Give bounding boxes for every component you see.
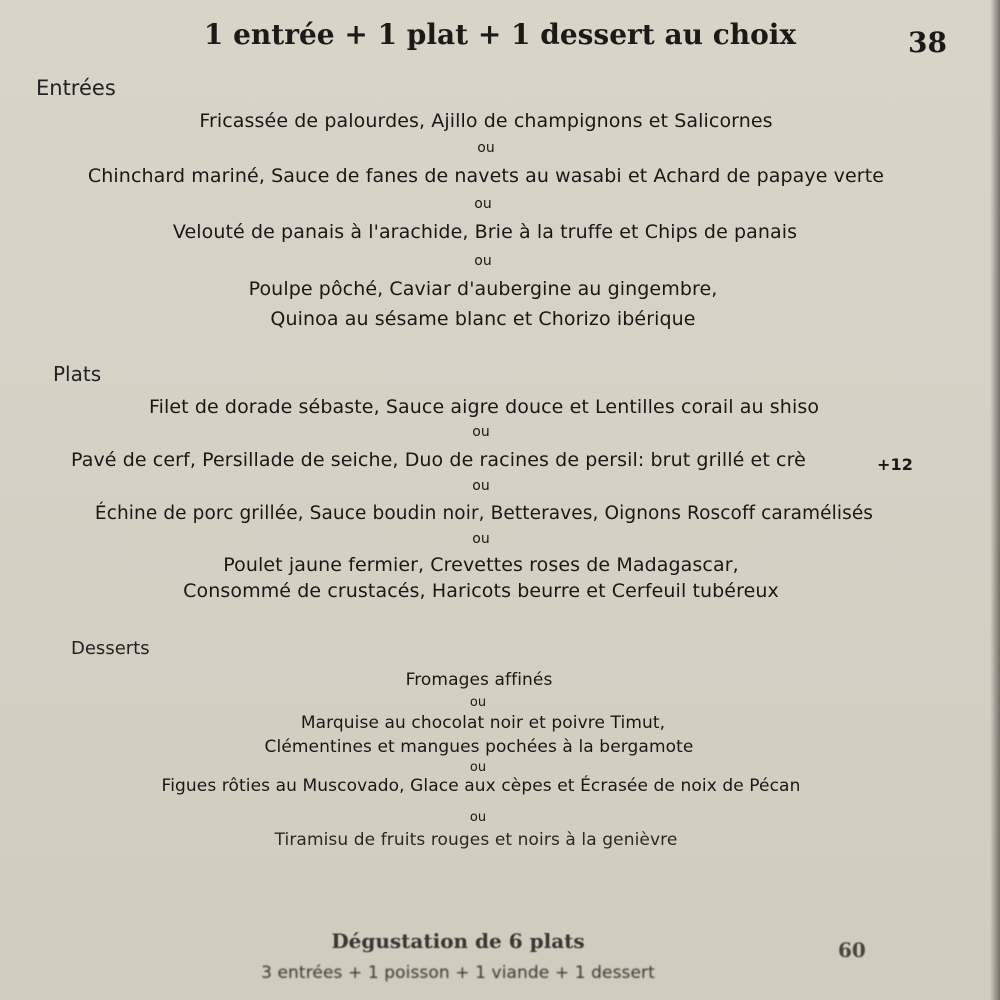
plat-item: Filet de dorade sébaste, Sauce aigre douce et Lentilles corail au shiso [148, 396, 820, 418]
plat-item: Pavé de cerf, Persillade de seiche, Duo de racines de persil: brut grillé et crè [71, 449, 806, 471]
separator-ou: ou [472, 424, 490, 440]
entree-item: Velouté de panais à l'arachide, Brie à la truffe et Chips de panais [172, 221, 798, 243]
degustation-subtitle: 3 entrées + 1 poisson + 1 viande + 1 dessert [261, 963, 655, 983]
dessert-item: Marquise au chocolat noir et poivre Timut, [300, 713, 666, 733]
entree-item: Poulpe pôché, Caviar d'aubergine au gingembre, [248, 278, 718, 300]
separator-ou: ou [472, 531, 490, 547]
page-edge-shadow [990, 0, 1000, 1000]
supplement-price: +12 [877, 455, 913, 474]
separator-ou: ou [474, 196, 492, 212]
separator-ou: ou [474, 253, 492, 269]
section-title-plats: Plats [53, 362, 102, 386]
section-title-entrees: Entrées [36, 76, 116, 100]
section-title-desserts: Desserts [71, 638, 150, 659]
degustation-title: Dégustation de 6 plats [331, 929, 585, 953]
dessert-item: Clémentines et mangues pochées à la bergamote [264, 737, 694, 757]
separator-ou: ou [469, 695, 487, 710]
entree-item: Fricassée de palourdes, Ajillo de champignons et Salicornes [199, 110, 773, 132]
plat-item: Poulet jaune fermier, Crevettes roses de Madagascar, [223, 554, 739, 576]
entree-item: Chinchard mariné, Sauce de fanes de navets au wasabi et Achard de papaye verte [87, 165, 885, 187]
menu-price: 38 [908, 26, 947, 59]
separator-ou: ou [472, 478, 490, 494]
plat-item: Consommé de crustacés, Haricots beurre et Cerfeuil tubéreux [183, 580, 779, 602]
separator-ou: ou [477, 140, 495, 156]
dessert-item: Tiramisu de fruits rouges et noirs à la genièvre [274, 830, 678, 850]
dessert-item: Figues rôties au Muscovado, Glace aux cèpes et Écrasée de noix de Pécan [161, 776, 801, 796]
plat-item: Échine de porc grillée, Sauce boudin noir, Betteraves, Oignons Roscoff caramélisés [94, 503, 874, 524]
separator-ou: ou [469, 810, 487, 825]
dessert-item: Fromages affinés [405, 670, 553, 690]
entree-item: Quinoa au sésame blanc et Chorizo ibérique [270, 308, 696, 330]
menu-title: 1 entrée + 1 plat + 1 dessert au choix [203, 18, 797, 51]
separator-ou: ou [469, 760, 487, 775]
degustation-price: 60 [838, 938, 866, 962]
